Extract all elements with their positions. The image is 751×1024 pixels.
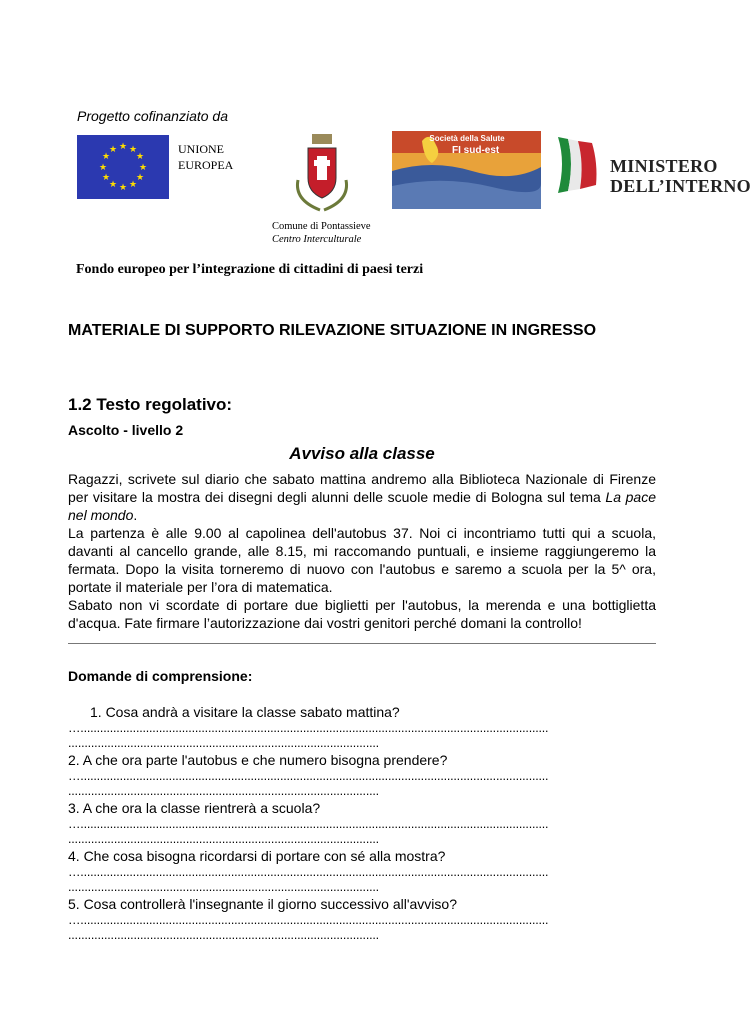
exhibition-theme: La pace nel mondo	[68, 489, 656, 523]
question-2: 2. A che ora parte l'autobus e che numero bisogna prendere?	[68, 752, 448, 768]
answer-line[interactable]: …...............................................................................................................................................	[68, 913, 549, 927]
svg-text:★: ★	[98, 163, 108, 173]
svg-text:★: ★	[135, 173, 145, 183]
answer-line[interactable]: …...............................................................................................................................................	[68, 721, 549, 735]
question-3: 3. A che ora la classe rientrerà a scuola?	[68, 800, 321, 816]
paragraph-2: La partenza è alle 9.00 al capolinea dell'autobus 37. Noi ci incontriamo tutti qui a scuola, davanti al cancello grande, alle 8.15, mi raccomando puntuali, e insieme raggiungeremo la fermata. Dopo la visita torneremo di nuovo con l'autobus e saremo a scuola per la 5^ ora, portate il materiale per l’ora di matematica.	[68, 525, 656, 595]
svg-text:★: ★	[108, 145, 118, 155]
eu-label	[178, 141, 233, 173]
answer-line[interactable]: …...............................................................................................................................................	[68, 865, 549, 879]
answer-line[interactable]: ...............................................................................................	[68, 832, 379, 846]
answer-line[interactable]: …...............................................................................................................................................	[68, 817, 549, 831]
questions-title: Domande di comprensione:	[68, 668, 253, 684]
paragraph-3: Sabato non vi scordate di portare due biglietti per l'autobus, la merenda e una bottiglietta d'acqua. Fate firmare l’autorizzazione dai vostri genitori perché domani la controllo!	[68, 597, 656, 631]
svg-text:★: ★	[101, 173, 111, 183]
ministero-flag-logo	[556, 133, 600, 195]
answer-line[interactable]: ...............................................................................................	[68, 736, 379, 750]
question-4: 4. Che cosa bisogna ricordarsi di portare con sé alla mostra?	[68, 848, 446, 864]
answer-line[interactable]: ...............................................................................................	[68, 880, 379, 894]
notice-body	[68, 470, 656, 632]
societa-salute-logo	[392, 131, 541, 209]
level-label: Ascolto - livello 2	[68, 422, 184, 438]
salute-subtitle: FI sud-est	[452, 145, 500, 156]
crest-icon	[290, 130, 354, 214]
fund-title: Fondo europeo per l’integrazione di cittadini di paesi terzi	[76, 262, 424, 277]
comune-label	[272, 220, 371, 246]
eu-label-line1: UNIONE	[178, 142, 224, 156]
svg-text:★: ★	[101, 152, 111, 162]
eu-stars-icon	[77, 135, 169, 199]
ministero-line1: MINISTERO	[610, 156, 718, 176]
svg-text:★: ★	[108, 180, 118, 190]
notice-title: Avviso alla classe	[289, 444, 435, 463]
section-heading: 1.2 Testo regolativo:	[68, 395, 233, 414]
italian-flag-icon	[556, 133, 600, 195]
ministero-label	[610, 156, 751, 196]
comune-crest-logo	[290, 130, 354, 214]
svg-text:★: ★	[138, 163, 148, 173]
answer-line[interactable]: ...............................................................................................	[68, 928, 379, 942]
question-1: 1. Cosa andrà a visitare la classe sabato mattina?	[90, 704, 400, 720]
salute-title: Società della Salute	[429, 134, 505, 143]
svg-text:★: ★	[128, 180, 138, 190]
question-5: 5. Cosa controllerà l'insegnante il giorno successivo all'avviso?	[68, 896, 457, 912]
svg-text:★: ★	[128, 145, 138, 155]
svg-text:★: ★	[135, 152, 145, 162]
svg-text:★: ★	[118, 183, 128, 193]
eu-flag-logo	[77, 135, 169, 199]
paragraph-1-text: Ragazzi, scrivete sul diario che sabato mattina andremo alla Biblioteca Nazionale di Firenze per visitare la mostra dei disegni degli alunni delle scuole medie di Bologna sul tema	[68, 471, 656, 505]
document-title: MATERIALE DI SUPPORTO RILEVAZIONE SITUAZIONE IN INGRESSO	[68, 322, 597, 339]
comune-name: Comune di Pontassieve	[272, 221, 371, 232]
divider	[68, 643, 656, 644]
questions-list	[68, 703, 656, 943]
ministero-line2: DELL’INTERNO	[610, 176, 751, 196]
comune-center: Centro Interculturale	[272, 234, 362, 245]
paragraph-1-end: .	[133, 507, 138, 523]
answer-line[interactable]: ...............................................................................................	[68, 784, 379, 798]
eu-label-line2: EUROPEA	[178, 158, 234, 172]
landscape-icon	[392, 131, 541, 209]
svg-text:★: ★	[118, 142, 128, 152]
paragraph-1	[68, 470, 656, 524]
answer-line[interactable]: …...............................................................................................................................................	[68, 769, 549, 783]
cofinanced-label: Progetto cofinanziato da	[77, 108, 228, 124]
